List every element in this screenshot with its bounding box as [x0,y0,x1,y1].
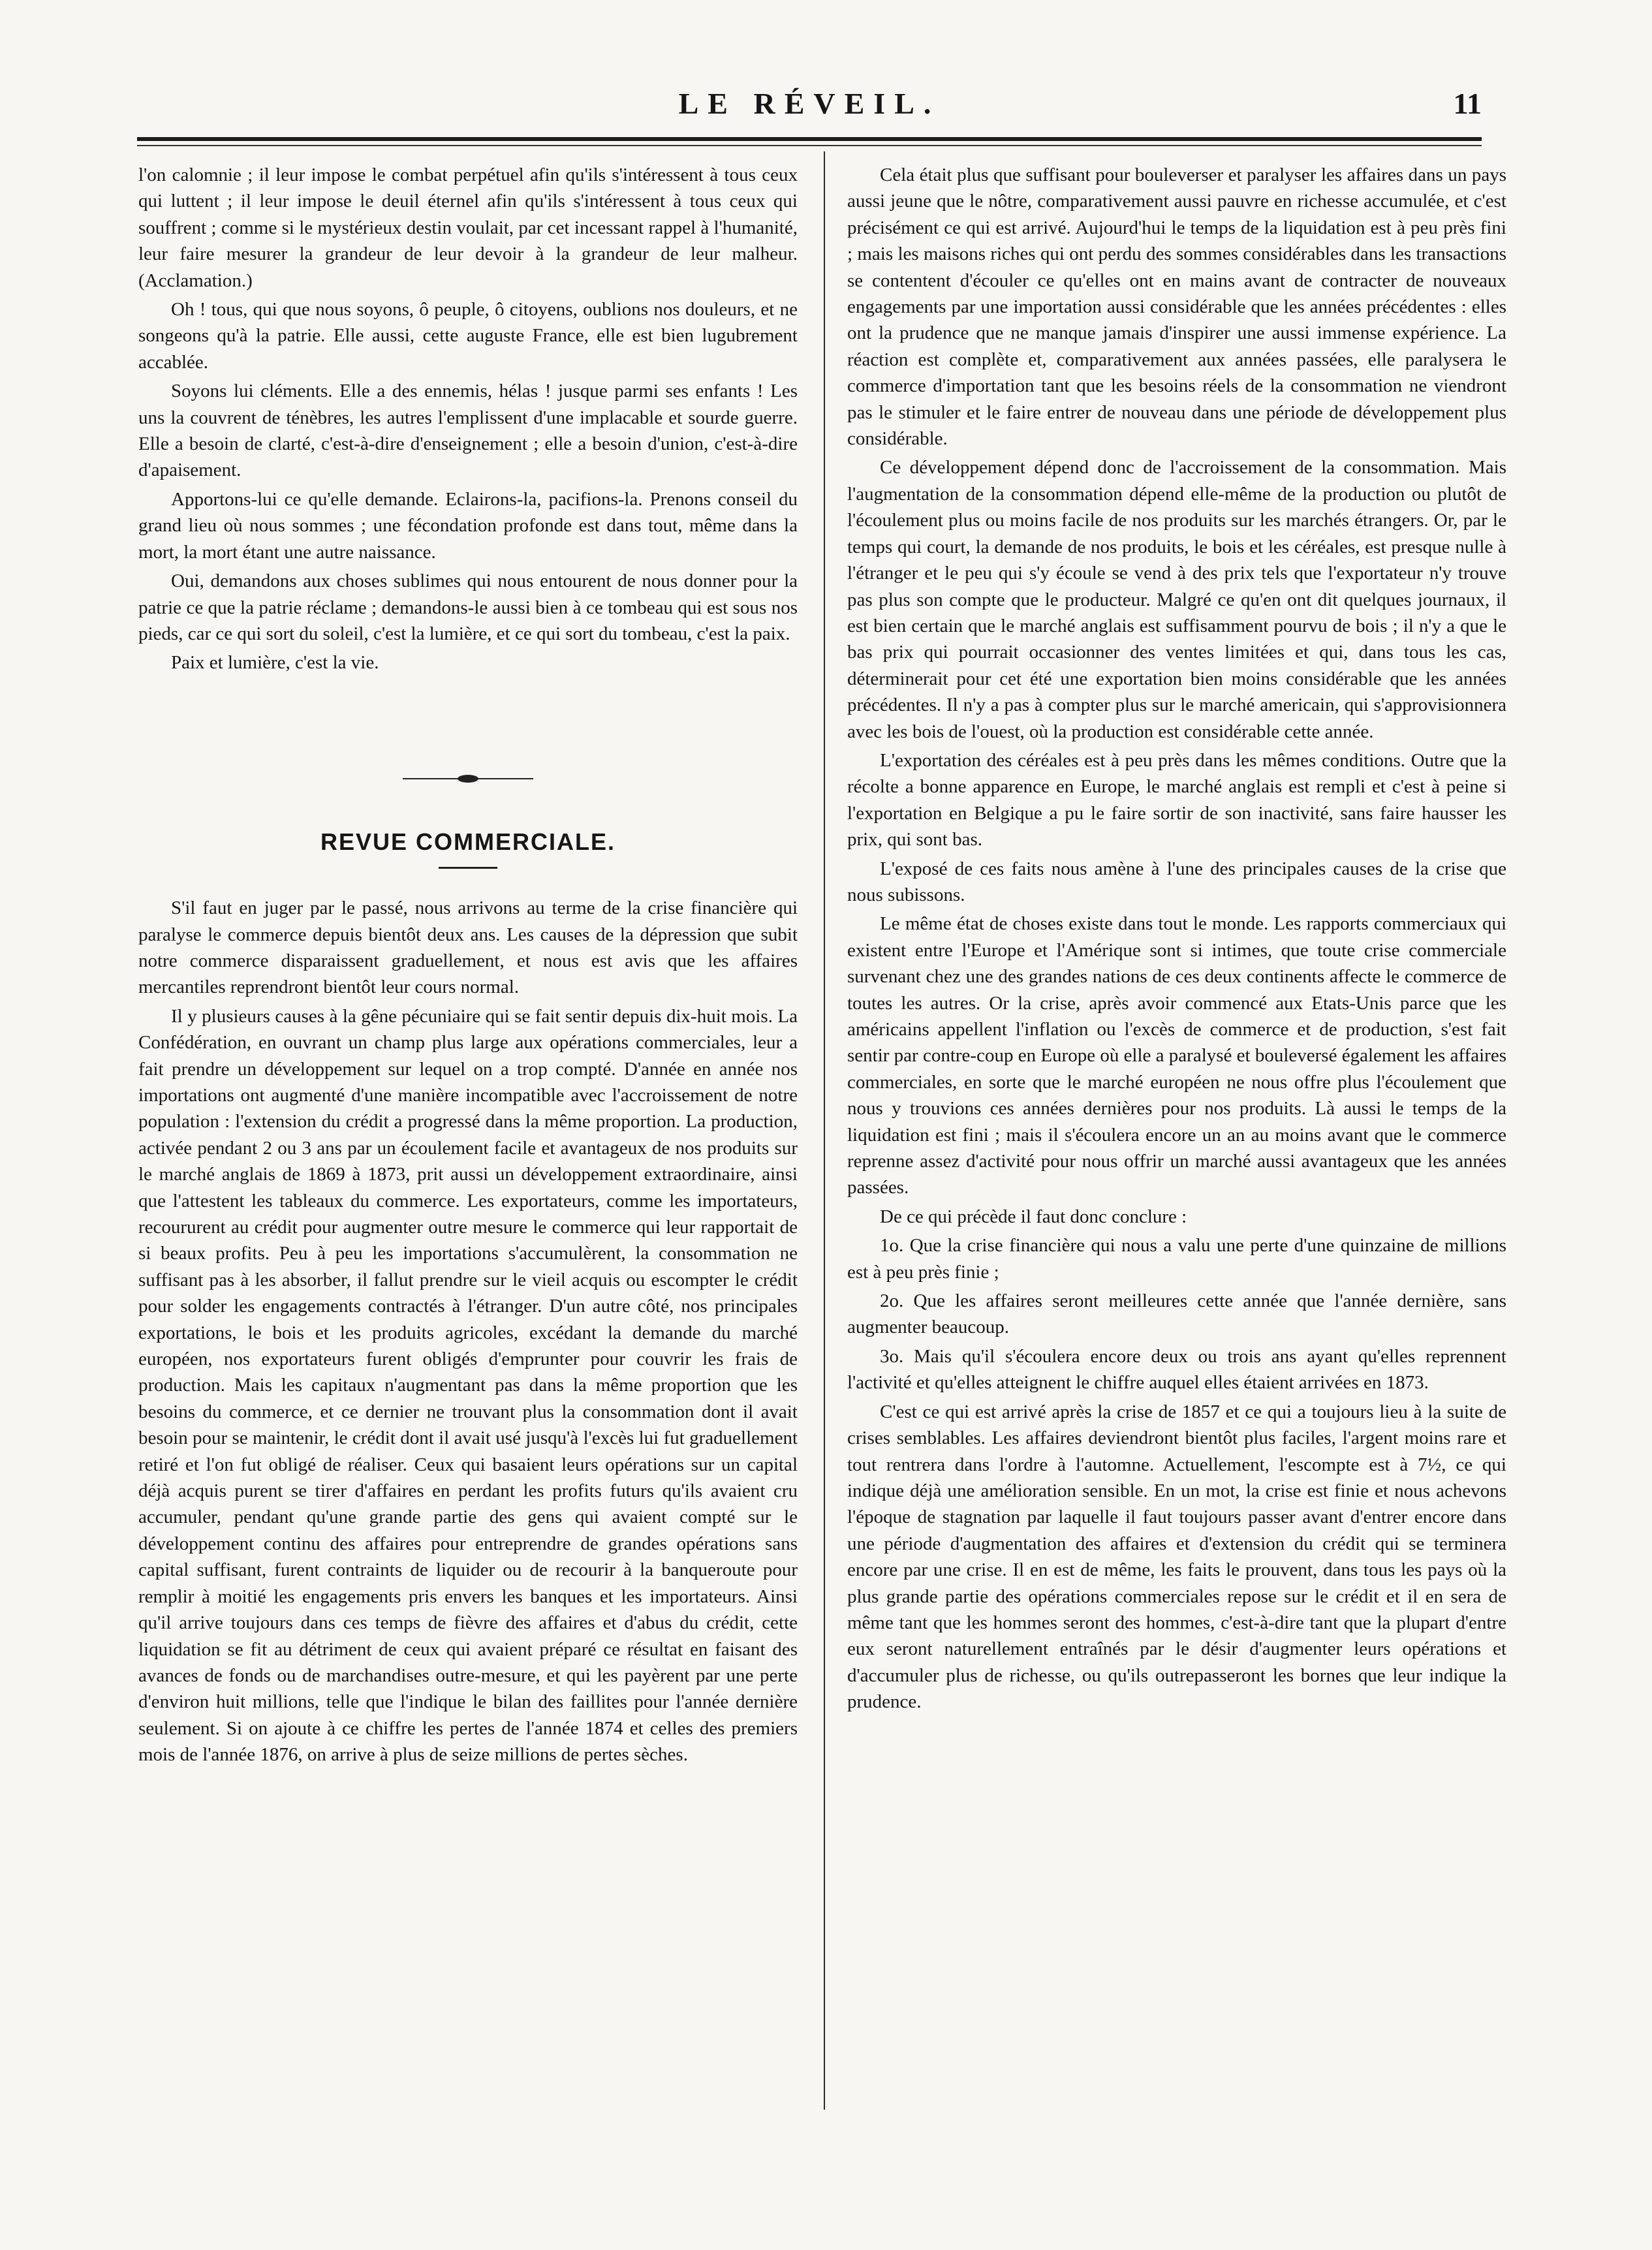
paragraph: Cela était plus que suffisant pour bouleverser et paralyser les affaires dans un pays aussi jeune que le nôtre, comparativement aussi pauvre en richesse accumulée, et c'est précisément ce qui est arrivé. Aujourd'hui le temps de la liquidation est à peu près fini ; mais les maisons riches qui ont perdu des sommes considérables dans les transactions se contentent d'écouler ce qu'elles ont en mains avant de contracter de nouveaux engagements par une importation aussi considérable que les années précédentes : elles ont la prudence que ne manque jamais d'inspirer une aussi immense expérience. La réaction est complète et, comparativement aux années passées, elle paralysera le commerce d'importation tant que les besoins réels de la consommation ne viendront pas le stimuler et le faire entrer de nouveau dans une période de développement plus considérable. [847,164,1506,450]
paragraph: De ce qui précède il faut donc conclure : [880,1206,1187,1227]
left-column [138,162,798,1771]
ornament-divider [403,774,533,783]
paragraph: Soyons lui cléments. Elle a des ennemis, hélas ! jusque parmi ses enfants ! Les uns la couvrent de ténèbres, les autres l'emplissent d'une implacable et sourde guerre. Elle a besoin de clarté, c'est-à-dire d'enseignement ; elle a besoin d'union, c'est-à-dire d'apaisement. [138,381,798,481]
list-item: 1o. Que la crise financière qui nous a valu une perte d'une quinzaine de millions est à peu près finie ; [847,1235,1506,1283]
masthead [137,84,1482,129]
paragraph: S'il faut en juger par le passé, nous arrivons au terme de la crise financière qui paralyse le commerce depuis bientôt deux ans. Les causes de la dépression que subit notre commerce disparaissent graduellement, et nous est avis que les affaires mercantiles reprendront bientôt leur cours normal. [138,898,798,998]
list-item: 2o. Que les affaires seront meilleures cette année que l'année dernière, sans augmenter beaucoup. [847,1290,1506,1338]
page-number: 11 [1453,87,1482,120]
paragraph: Paix et lumière, c'est la vie. [171,652,379,674]
paragraph: Ce développement dépend donc de l'accroissement de la consommation. Mais l'augmentation de la consommation dépend elle-même de la production ou plutôt de l'écoulement plus ou moins facile de nos produits sur les marchés étrangers. Or, par le temps qui court, la demande de nos produits, le bois et les céréales, est presque nulle à l'étranger et le peu qui s'y écoule se vend à des prix tels que l'exportateur n'y trouve pas plus son compte que le producteur. Malgré ce qu'en ont dit quelques journaux, il est bien certain que le marché anglais est suffisamment pourvu de bois ; il n'y a que le bas prix qui pourrait occasionner des ventes limitées et qui, dans tous les cas, déterminerait pour cet été une exportation bien moins considérable que les années précédentes. Il n'y a pas à compter plus sur le marché americain, qui s'approvisionnera avec les bois de l'ouest, où la production est considérable cette année. [847,457,1506,742]
paragraph: Le même état de choses existe dans tout le monde. Les rapports commerciaux qui existent entre l'Europe et l'Amérique sont si intimes, que toute crise commerciale survenant chez une des grandes nations de ces deux continents affecte le commerce de toutes les autres. Or la crise, après avoir commencé aux Etats-Unis parce que les américains appellent l'inflation ou l'excès de commerce et de production, s'est fait sentir par contre-coup en Europe où elle a paralysé et bouleversé également les affaires commerciales, en sorte que le marché européen ne nous offre plus l'écoulement que nous y trouvions ces années dernières pour nos produits. Là aussi le temps de la liquidation est fini ; mais il s'écoulera encore un an au moins avant que le commerce reprenne assez d'activité pour nous offrir un marché aussi avantageux que les années passées. [847,913,1506,1198]
paragraph: L'exposé de ces faits nous amène à l'une des principales causes de la crise que nous subissons. [847,858,1506,905]
header-rule-thin [137,145,1482,146]
list-item: 3o. Mais qu'il s'écoulera encore deux ou trois ans ayant qu'elles reprennent l'activité et qu'elles atteignent le chiffre auquel elles étaient arrivées en 1873. [847,1345,1506,1394]
newspaper-title: LE RÉVEIL. [678,87,941,120]
paragraph: L'exportation des céréales est à peu près dans les mêmes conditions. Outre que la récolte a bonne apparence en Europe, le marché anglais est rempli et c'est à peine si l'exportation en Belgique a pu le faire sortir de son inactivité, sans faire hausser les prix, qui sont bas. [847,749,1506,851]
column-divider [824,151,825,2110]
section-heading: REVUE COMMERCIALE. [320,828,616,855]
right-column [847,162,1506,1718]
paragraph: l'on calomnie ; il leur impose le combat perpétuel afin qu'ils s'intéressent à tous ceux qui luttent ; il leur impose le deuil éternel afin qu'ils s'intéressent à tous ceux qui souffrent ; comme si le mystérieux destin voulait, par cet incessant rappel à l'humanité, leur faire mesurer la grandeur de leur devoir à la grandeur de leur malheur. (Acclamation.) [138,164,798,291]
paragraph: Oh ! tous, qui que nous soyons, ô peuple, ô citoyens, oublions nos douleurs, et ne songeons qu'à la patrie. Elle aussi, cette auguste France, elle est bien lugubrement accablée. [138,299,798,373]
paragraph: Apportons-lui ce qu'elle demande. Eclairons-la, pacifions-la. Prenons conseil du grand lieu où nous sommes ; une fécondation profonde est dans tout, même dans la mort, la mort étant une autre naissance. [138,488,798,563]
paragraph: Il y plusieurs causes à la gêne pécuniaire qui se fait sentir depuis dix-huit mois. La Confédération, en ouvrant un champ plus large aux opérations commerciales, leur a fait prendre un développement sur lequel on a trop compté. D'année en année nos importations ont augmenté d'une manière incompatible avec l'accroissement de notre population : l'extension du crédit a progressé dans la même proportion. La production, activée pendant 2 ou 3 ans par un écoulement facile et avantageux de nos produits sur le marché anglais de 1869 à 1873, prit aussi un développement extraordinaire, ainsi que l'attestent les tableaux du commerce. Les exportateurs, comme les importateurs, recoururent au crédit pour augmenter outre mesure le commerce qui leur rapportait de si beaux profits. Peu à peu les importations s'accumulèrent, la consommation ne suffisant pas à les absorber, il fallut prendre sur le vieil acquis ou escompter le crédit pour solder les engagements contractés à l'étranger. D'un autre côté, nos principales exportations, le bois et les produits agricoles, excédant la demande du marché européen, nos exportateurs furent obligés d'emprunter pour couvrir les frais de production. Mais les capitaux n'augmentant pas dans la même proportion que les besoins du commerce, et ce dernier ne trouvant plus la consommation dont il avait besoin pour se maintenir, le crédit dont il avait usé jusqu'à l'excès lui fut graduellement retiré et l'on fut obligé de réaliser. Ceux qui basaient leurs opérations sur un capital déjà acquis purent se tirer d'affaires en perdant les profits futurs qu'ils avaient cru accumuler, pendant qu'une grande partie des gens qui avaient compté sur le développement continu des affaires pour entreprendre de grandes opérations sans capital suffisant, furent contraints de liquider ou de recourir à la banqueroute pour remplir à moitié les engagements pris envers les banques et les importateurs. Ainsi qu'il arrive toujours dans ces temps de fièvre des affaires et d'abus du crédit, cette liquidation se fit au détriment de ceux qui avaient préparé ce résultat en faisant des avances de fonds ou de marchandises outre-mesure, et qui les payèrent par une perte d'environ huit millions, telle que l'indique le bilan des faillites pour l'année dernière seulement. Si on ajoute à ce chiffre les pertes de l'année 1874 et celles des premiers mois de l'année 1876, on arrive à plus de seize millions de pertes sèches. [138,1005,798,1766]
paragraph: Oui, demandons aux choses sublimes qui nous entourent de nous donner pour la patrie ce que la patrie réclame ; demandons-le aussi bien à ce tombeau qui est sous nos pieds, car ce qui sort du soleil, c'est la lumière, et ce qui sort du tombeau, c'est la paix. [138,570,798,644]
paragraph: C'est ce qui est arrivé après la crise de 1857 et ce qui a toujours lieu à la suite de crises semblables. Les affaires deviendront bientôt plus faciles, l'argent moins rare et tout rentrera dans l'ordre à l'automne. Actuellement, l'escompte est à 7½, ce qui indique déjà une amélioration sensible. En un mot, la crise est finie et nous achevons l'époque de stagnation par laquelle il faut toujours passer avant d'entrer encore dans une période d'augmentation des affaires et d'extension du crédit qui se terminera encore par une crise. Il en est de même, les faits le prouvent, dans tous les pays où la plus grande partie des opérations commerciales repose sur le crédit et il en sera de même tant que les hommes seront des hommes, c'est-à-dire tant que la plupart d'entre eux seront naturellement entraînés par le désir d'augmenter leurs opérations et d'accumuler plus de richesse, ou qu'ils outrepasseront les bornes que leur indique la prudence. [847,1401,1506,1713]
heading-underline [439,867,497,869]
header-rule [137,137,1482,141]
